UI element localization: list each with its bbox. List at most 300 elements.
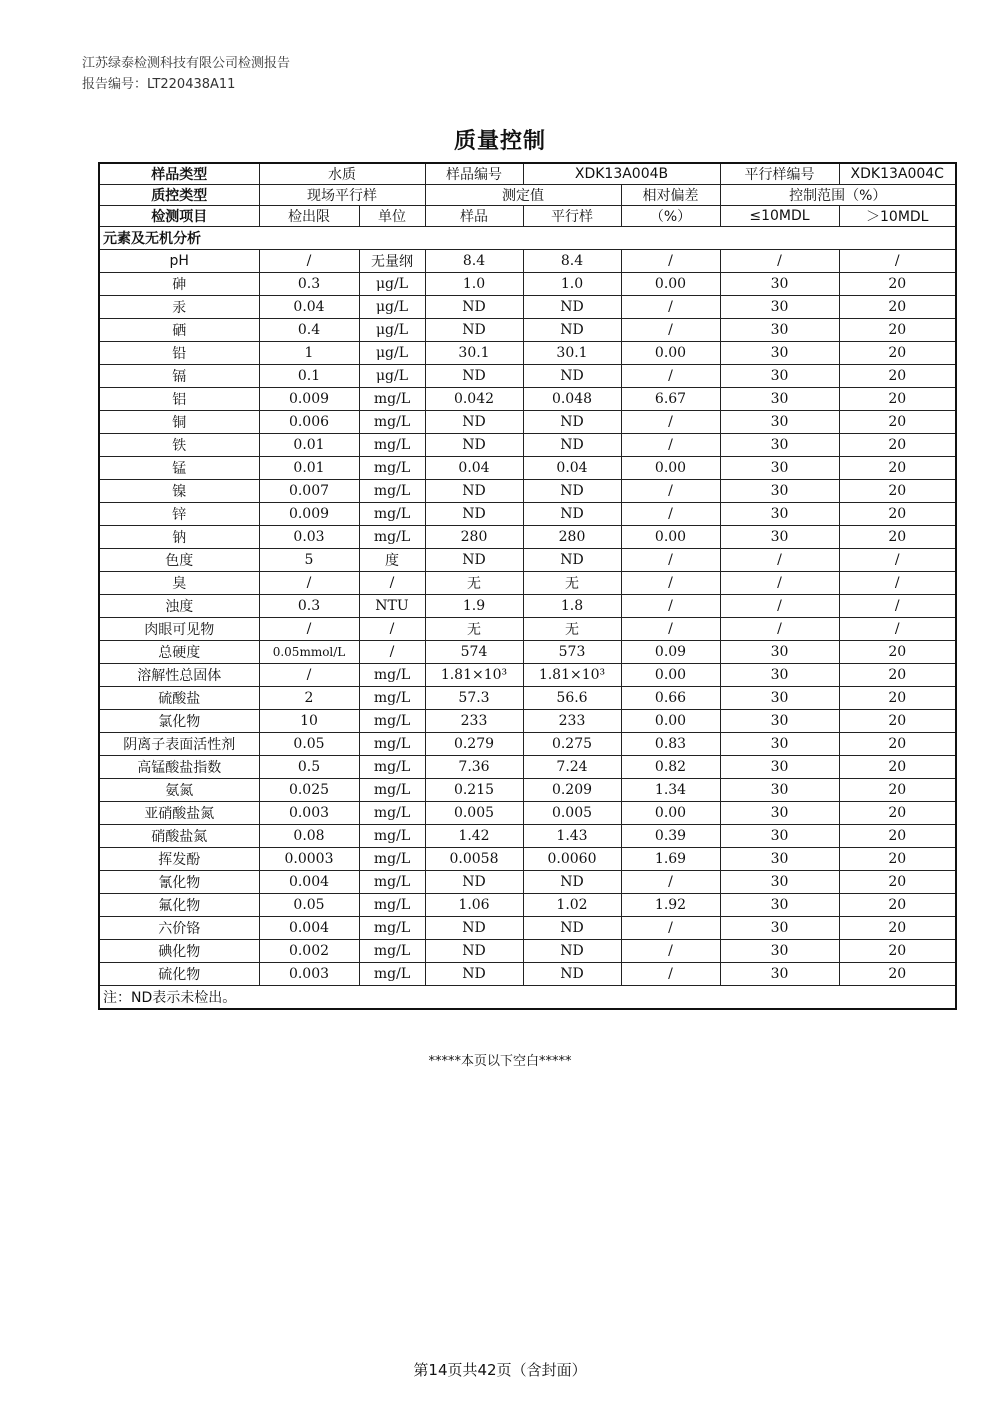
parallel-value: 1.0: [523, 273, 621, 296]
parallel-value: 233: [523, 710, 621, 733]
relative-deviation: 1.34: [621, 779, 720, 802]
range-gt10: 20: [839, 296, 956, 319]
unit: mg/L: [359, 733, 425, 756]
range-le10: 30: [720, 411, 839, 434]
sample-value: ND: [425, 871, 523, 894]
parallel-value: ND: [523, 871, 621, 894]
end-mark: *****本页以下空白*****: [428, 1054, 572, 1069]
detection-limit: 0.3: [259, 273, 359, 296]
range-gt10: /: [839, 595, 956, 618]
item-name: 亚硝酸盐氮: [99, 802, 259, 825]
sample-value: 0.042: [425, 388, 523, 411]
header-row-columns: [99, 206, 956, 227]
table-row: [99, 411, 956, 434]
sample-value: ND: [425, 480, 523, 503]
table-row: [99, 434, 956, 457]
range-le10: 30: [720, 848, 839, 871]
parallel-value: ND: [523, 434, 621, 457]
unit: mg/L: [359, 756, 425, 779]
table-row: [99, 618, 956, 641]
detection-limit: 0.025: [259, 779, 359, 802]
relative-deviation: 0.66: [621, 687, 720, 710]
unit: mg/L: [359, 894, 425, 917]
relative-deviation: 0.09: [621, 641, 720, 664]
detection-limit: 0.002: [259, 940, 359, 963]
unit: μg/L: [359, 319, 425, 342]
detection-limit: 2: [259, 687, 359, 710]
unit: mg/L: [359, 802, 425, 825]
sample-value: 1.06: [425, 894, 523, 917]
range-le10: 30: [720, 687, 839, 710]
relative-deviation: /: [621, 365, 720, 388]
parallel-value: ND: [523, 940, 621, 963]
relative-deviation: 0.00: [621, 457, 720, 480]
range-gt10: 20: [839, 526, 956, 549]
item-name: 锌: [99, 503, 259, 526]
range-le10: 30: [720, 388, 839, 411]
note-row: [99, 986, 956, 1010]
sample-value: 7.36: [425, 756, 523, 779]
relative-deviation: /: [621, 434, 720, 457]
detection-limit: 0.003: [259, 802, 359, 825]
item-name: 氟化物: [99, 894, 259, 917]
sample-value: 1.0: [425, 273, 523, 296]
range-gt10: 20: [839, 940, 956, 963]
relative-deviation: /: [621, 871, 720, 894]
range-le10: 30: [720, 342, 839, 365]
measured-label: 测定值: [425, 185, 621, 206]
sample-value: 1.42: [425, 825, 523, 848]
range-gt10: 20: [839, 365, 956, 388]
item-name: 挥发酚: [99, 848, 259, 871]
range-gt10: 20: [839, 687, 956, 710]
table-row: [99, 526, 956, 549]
unit: μg/L: [359, 273, 425, 296]
table-row: [99, 595, 956, 618]
parallel-value: 0.0060: [523, 848, 621, 871]
table-row: [99, 756, 956, 779]
item-name: 镍: [99, 480, 259, 503]
sample-value: 无: [425, 618, 523, 641]
table-row: [99, 273, 956, 296]
relative-deviation: 0.00: [621, 342, 720, 365]
table-row: [99, 687, 956, 710]
item-name: 锰: [99, 457, 259, 480]
parallel-value: 1.8: [523, 595, 621, 618]
unit: mg/L: [359, 940, 425, 963]
relative-deviation: /: [621, 319, 720, 342]
qc-type-label: 质控类型: [99, 185, 259, 206]
item-name: 六价铬: [99, 917, 259, 940]
relative-deviation: /: [621, 503, 720, 526]
parallel-value: ND: [523, 549, 621, 572]
sample-value: 0.0058: [425, 848, 523, 871]
detection-limit: /: [259, 664, 359, 687]
range-gt10: 20: [839, 894, 956, 917]
range-le10: /: [720, 618, 839, 641]
table-row: [99, 641, 956, 664]
item-name: 砷: [99, 273, 259, 296]
range-le10: 30: [720, 319, 839, 342]
parallel-value: 7.24: [523, 756, 621, 779]
parallel-value: ND: [523, 296, 621, 319]
range-le10: /: [720, 595, 839, 618]
range-gt10: 20: [839, 457, 956, 480]
unit: mg/L: [359, 664, 425, 687]
table-row: [99, 480, 956, 503]
range-gt10: 20: [839, 434, 956, 457]
unit: μg/L: [359, 365, 425, 388]
range-gt10: 20: [839, 917, 956, 940]
unit: 度: [359, 549, 425, 572]
unit: /: [359, 572, 425, 595]
parallel-value: ND: [523, 917, 621, 940]
parallel-value: ND: [523, 963, 621, 986]
note-text: 注：ND表示未检出。: [99, 986, 956, 1010]
range-le10: 30: [720, 457, 839, 480]
range-le10: /: [720, 572, 839, 595]
col-parallel: 平行样: [523, 206, 621, 227]
detection-limit: 0.3: [259, 595, 359, 618]
range-gt10: 20: [839, 871, 956, 894]
detection-limit: 0.05: [259, 733, 359, 756]
col-pct: （%）: [621, 206, 720, 227]
relative-deviation: 0.83: [621, 733, 720, 756]
range-gt10: 20: [839, 388, 956, 411]
relative-deviation: /: [621, 296, 720, 319]
item-name: 硫化物: [99, 963, 259, 986]
detection-limit: 10: [259, 710, 359, 733]
range-le10: 30: [720, 779, 839, 802]
sample-value: 0.215: [425, 779, 523, 802]
detection-limit: 0.004: [259, 917, 359, 940]
detection-limit: 0.009: [259, 503, 359, 526]
table-row: [99, 917, 956, 940]
parallel-no-value: XDK13A004C: [839, 163, 956, 185]
relative-deviation: 1.69: [621, 848, 720, 871]
table-row: [99, 710, 956, 733]
relative-deviation: 0.00: [621, 710, 720, 733]
item-name: 铜: [99, 411, 259, 434]
sample-value: ND: [425, 365, 523, 388]
detection-limit: 1: [259, 342, 359, 365]
item-name: 镉: [99, 365, 259, 388]
relative-deviation: 0.39: [621, 825, 720, 848]
relative-deviation: 0.00: [621, 273, 720, 296]
detection-limit: 0.03: [259, 526, 359, 549]
range-le10: 30: [720, 664, 839, 687]
sample-value: 1.9: [425, 595, 523, 618]
range-le10: 30: [720, 825, 839, 848]
range-le10: 30: [720, 940, 839, 963]
relative-deviation: /: [621, 549, 720, 572]
sample-value: ND: [425, 549, 523, 572]
detection-limit: 0.009: [259, 388, 359, 411]
unit: mg/L: [359, 503, 425, 526]
table-row: [99, 503, 956, 526]
range-le10: 30: [720, 365, 839, 388]
range-le10: /: [720, 250, 839, 273]
range-gt10: 20: [839, 641, 956, 664]
range-le10: 30: [720, 526, 839, 549]
col-limit: 检出限: [259, 206, 359, 227]
range-le10: 30: [720, 641, 839, 664]
unit: mg/L: [359, 710, 425, 733]
item-name: 铝: [99, 388, 259, 411]
sample-no-value: XDK13A004B: [523, 163, 720, 185]
range-gt10: 20: [839, 802, 956, 825]
detection-limit: 0.003: [259, 963, 359, 986]
sample-value: 574: [425, 641, 523, 664]
sample-value: ND: [425, 917, 523, 940]
parallel-value: ND: [523, 480, 621, 503]
range-le10: 30: [720, 480, 839, 503]
relative-deviation: /: [621, 250, 720, 273]
relative-deviation: 6.67: [621, 388, 720, 411]
col-unit: 单位: [359, 206, 425, 227]
range-gt10: /: [839, 618, 956, 641]
company-name: 江苏绿泰检测科技有限公司检测报告: [82, 56, 291, 71]
unit: mg/L: [359, 457, 425, 480]
table-row: [99, 365, 956, 388]
item-name: 高锰酸盐指数: [99, 756, 259, 779]
relative-deviation: /: [621, 572, 720, 595]
detection-limit: /: [259, 618, 359, 641]
range-le10: 30: [720, 802, 839, 825]
table-row: [99, 549, 956, 572]
item-name: 阴离子表面活性剂: [99, 733, 259, 756]
range-le10: 30: [720, 710, 839, 733]
parallel-value: 280: [523, 526, 621, 549]
page-footer: 第14页共42页（含封面）: [413, 1361, 587, 1379]
range-le10: 30: [720, 756, 839, 779]
item-name: 硒: [99, 319, 259, 342]
parallel-value: 1.02: [523, 894, 621, 917]
parallel-value: 无: [523, 618, 621, 641]
table-row: [99, 319, 956, 342]
relative-deviation: /: [621, 963, 720, 986]
parallel-value: 0.005: [523, 802, 621, 825]
control-range-label: 控制范围（%）: [720, 185, 956, 206]
rel-dev-label: 相对偏差: [621, 185, 720, 206]
relative-deviation: 1.92: [621, 894, 720, 917]
table-row: [99, 457, 956, 480]
range-gt10: /: [839, 572, 956, 595]
unit: mg/L: [359, 963, 425, 986]
range-le10: 30: [720, 963, 839, 986]
range-gt10: 20: [839, 756, 956, 779]
sample-value: ND: [425, 411, 523, 434]
table-row: [99, 802, 956, 825]
unit: mg/L: [359, 871, 425, 894]
parallel-value: 0.048: [523, 388, 621, 411]
parallel-value: 1.81×10³: [523, 664, 621, 687]
section-title: 元素及无机分析: [99, 227, 956, 250]
col-gt10: ＞10MDL: [839, 206, 956, 227]
range-gt10: 20: [839, 963, 956, 986]
table-row: [99, 664, 956, 687]
table-row: [99, 871, 956, 894]
range-gt10: 20: [839, 342, 956, 365]
unit: mg/L: [359, 526, 425, 549]
unit: mg/L: [359, 480, 425, 503]
unit: μg/L: [359, 342, 425, 365]
report-number: 报告编号：LT220438A11: [82, 77, 236, 92]
col-item: 检测项目: [99, 206, 259, 227]
item-name: 钠: [99, 526, 259, 549]
table-row: [99, 940, 956, 963]
sample-value: 无: [425, 572, 523, 595]
item-name: 氨氮: [99, 779, 259, 802]
item-name: 硝酸盐氮: [99, 825, 259, 848]
detection-limit: 0.5: [259, 756, 359, 779]
detection-limit: /: [259, 572, 359, 595]
item-name: 氰化物: [99, 871, 259, 894]
range-le10: 30: [720, 273, 839, 296]
unit: mg/L: [359, 779, 425, 802]
item-name: 铁: [99, 434, 259, 457]
range-gt10: 20: [839, 848, 956, 871]
range-le10: 30: [720, 894, 839, 917]
relative-deviation: /: [621, 411, 720, 434]
table-row: [99, 572, 956, 595]
range-gt10: 20: [839, 319, 956, 342]
detection-limit: 0.006: [259, 411, 359, 434]
sample-value: ND: [425, 319, 523, 342]
detection-limit: /: [259, 250, 359, 273]
table-row: [99, 342, 956, 365]
table-row: [99, 296, 956, 319]
item-name: 溶解性总固体: [99, 664, 259, 687]
parallel-value: ND: [523, 365, 621, 388]
table-row: [99, 963, 956, 986]
unit: 无量纲: [359, 250, 425, 273]
range-le10: /: [720, 549, 839, 572]
range-gt10: 20: [839, 779, 956, 802]
table-row: [99, 388, 956, 411]
table-row: [99, 733, 956, 756]
item-name: 汞: [99, 296, 259, 319]
range-le10: 30: [720, 917, 839, 940]
unit: mg/L: [359, 848, 425, 871]
table-row: [99, 825, 956, 848]
sample-value: 57.3: [425, 687, 523, 710]
relative-deviation: /: [621, 480, 720, 503]
table-row: [99, 779, 956, 802]
sample-no-label: 样品编号: [425, 163, 523, 185]
relative-deviation: 0.00: [621, 526, 720, 549]
item-name: 肉眼可见物: [99, 618, 259, 641]
parallel-value: 无: [523, 572, 621, 595]
detection-limit: 0.05mmol/L: [259, 641, 359, 664]
sample-value: 0.04: [425, 457, 523, 480]
sample-type-value: 水质: [259, 163, 425, 185]
parallel-value: ND: [523, 411, 621, 434]
unit: NTU: [359, 595, 425, 618]
range-gt10: 20: [839, 273, 956, 296]
item-name: 硫酸盐: [99, 687, 259, 710]
unit: mg/L: [359, 825, 425, 848]
parallel-value: 573: [523, 641, 621, 664]
sample-value: 1.81×10³: [425, 664, 523, 687]
item-name: 总硬度: [99, 641, 259, 664]
detection-limit: 0.04: [259, 296, 359, 319]
item-name: pH: [99, 250, 259, 273]
table-row: [99, 848, 956, 871]
detection-limit: 0.007: [259, 480, 359, 503]
range-le10: 30: [720, 296, 839, 319]
header-row-qc: [99, 185, 956, 206]
unit: mg/L: [359, 917, 425, 940]
parallel-value: 1.43: [523, 825, 621, 848]
page-title: 质量控制: [453, 129, 546, 154]
item-name: 氯化物: [99, 710, 259, 733]
table-row: [99, 250, 956, 273]
detection-limit: 0.004: [259, 871, 359, 894]
range-le10: 30: [720, 503, 839, 526]
detection-limit: 5: [259, 549, 359, 572]
unit: mg/L: [359, 687, 425, 710]
relative-deviation: 0.00: [621, 802, 720, 825]
range-gt10: 20: [839, 664, 956, 687]
unit: mg/L: [359, 388, 425, 411]
range-gt10: 20: [839, 825, 956, 848]
item-name: 色度: [99, 549, 259, 572]
unit: /: [359, 641, 425, 664]
parallel-value: 0.275: [523, 733, 621, 756]
unit: μg/L: [359, 296, 425, 319]
detection-limit: 0.01: [259, 457, 359, 480]
relative-deviation: 0.00: [621, 664, 720, 687]
sample-value: ND: [425, 434, 523, 457]
range-le10: 30: [720, 733, 839, 756]
detection-limit: 0.4: [259, 319, 359, 342]
unit: mg/L: [359, 411, 425, 434]
qc-table: [98, 162, 957, 1010]
sample-value: ND: [425, 503, 523, 526]
report-header: [82, 53, 290, 95]
parallel-value: 0.209: [523, 779, 621, 802]
range-gt10: 20: [839, 503, 956, 526]
unit: /: [359, 618, 425, 641]
range-gt10: 20: [839, 411, 956, 434]
parallel-value: 0.04: [523, 457, 621, 480]
item-name: 臭: [99, 572, 259, 595]
item-name: 铅: [99, 342, 259, 365]
sample-value: 233: [425, 710, 523, 733]
range-gt10: /: [839, 250, 956, 273]
parallel-value: 56.6: [523, 687, 621, 710]
sample-value: 0.279: [425, 733, 523, 756]
sample-value: ND: [425, 940, 523, 963]
item-name: 浊度: [99, 595, 259, 618]
qc-type-value: 现场平行样: [259, 185, 425, 206]
detection-limit: 0.0003: [259, 848, 359, 871]
sample-value: 280: [425, 526, 523, 549]
sample-value: ND: [425, 296, 523, 319]
relative-deviation: /: [621, 940, 720, 963]
sample-value: ND: [425, 963, 523, 986]
relative-deviation: /: [621, 618, 720, 641]
detection-limit: 0.1: [259, 365, 359, 388]
table-row: [99, 894, 956, 917]
detection-limit: 0.08: [259, 825, 359, 848]
sample-value: 0.005: [425, 802, 523, 825]
range-le10: 30: [720, 434, 839, 457]
header-row-sample: [99, 163, 956, 185]
parallel-no-label: 平行样编号: [720, 163, 839, 185]
section-row: [99, 227, 956, 250]
